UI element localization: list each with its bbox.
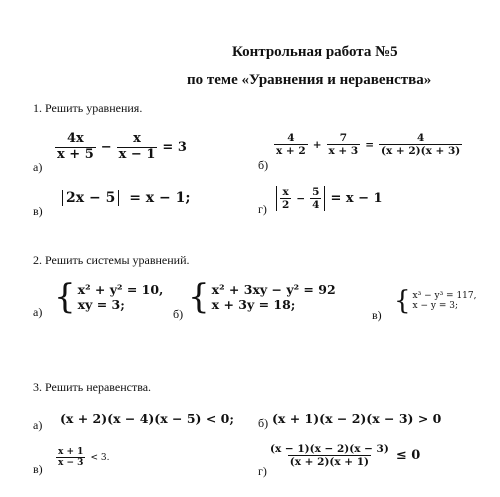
- eq1d-rhs: = x − 1: [330, 191, 383, 207]
- section1-heading: 1. Решить уравнения.: [33, 101, 143, 115]
- sys2b-brace: {: [188, 277, 210, 317]
- eq1a-label: а): [33, 160, 43, 174]
- sys2a-brace: {: [54, 277, 76, 317]
- eq1d-minus: −: [296, 192, 306, 205]
- eq1b-frac2: [327, 132, 361, 157]
- ineq3c-label: в): [33, 462, 43, 476]
- sys2b: [188, 277, 336, 317]
- eq1b-frac2-num: 7: [339, 132, 347, 144]
- eq1d-frac1-den: 2: [282, 199, 290, 212]
- ineq3d-frac: [268, 443, 391, 468]
- sys2a-line1: x² + y² = 10,: [77, 282, 164, 297]
- sys2a-line2: xy = 3;: [77, 297, 125, 312]
- ineq3d-rhs: ≤ 0: [395, 448, 421, 464]
- eq1d-abs: [276, 186, 325, 211]
- ineq3a: (x + 2)(x − 4)(x − 5) < 0;: [60, 411, 234, 426]
- eq1a-frac1: [55, 132, 96, 163]
- eq1a-frac2-num: x: [133, 131, 141, 146]
- sys2a: [54, 277, 164, 317]
- ineq3d-frac-den: (x + 2)(x + 1): [289, 456, 370, 469]
- ineq3c-frac-num: x + 1: [58, 447, 84, 457]
- eq1b-frac1-num: 4: [287, 132, 295, 144]
- eq1d-frac1-num: x: [282, 186, 289, 198]
- eq1c: [62, 190, 196, 206]
- eq1c-rhs: = x − 1;: [129, 190, 191, 206]
- eq1a: [55, 132, 192, 163]
- eq1b-eq: =: [365, 138, 374, 151]
- sys2b-lines: [212, 282, 336, 312]
- sys2a-lines: [78, 282, 164, 312]
- eq1a-minus: −: [100, 139, 112, 155]
- eq1c-abs: 2x − 5: [62, 190, 119, 206]
- section2-heading: 2. Решить системы уравнений.: [33, 253, 190, 267]
- eq1c-label: в): [33, 204, 43, 218]
- ineq3c-frac-den: x − 3: [58, 458, 84, 469]
- ineq3d-frac-num: (x − 1)(x − 2)(x − 3): [270, 443, 389, 455]
- sys2c-label: в): [372, 308, 382, 322]
- section3-heading: 3. Решить неравенства.: [33, 380, 152, 394]
- eq1d-frac2: [310, 186, 321, 211]
- ineq3b: (x + 1)(x − 2)(x − 3) > 0: [272, 411, 442, 426]
- title-line2: по теме «Уравнения и неравенства»: [187, 72, 432, 88]
- sys2c-lines: [413, 291, 477, 311]
- ineq3a-label: а): [33, 418, 43, 432]
- eq1b-frac3-den: (x + 2)(x + 3): [381, 145, 461, 158]
- eq1b-label: б): [258, 158, 269, 172]
- ineq3c-rhs: < 3.: [90, 452, 110, 463]
- eq1b-frac1-den: x + 2: [276, 145, 306, 158]
- eq1d-label: г): [258, 202, 267, 216]
- eq1a-rhs: = 3: [162, 139, 187, 155]
- sys2c: [394, 288, 477, 314]
- eq1b-plus: +: [312, 138, 322, 151]
- ineq3d: [268, 443, 425, 468]
- sys2b-line1: x² + 3xy − y² = 92: [211, 282, 336, 297]
- ineq3c: [56, 447, 114, 469]
- sys2b-label: б): [173, 307, 184, 321]
- eq1a-frac1-den: x + 5: [57, 146, 94, 162]
- eq1d-frac2-den: 4: [312, 199, 320, 212]
- sys2c-brace: {: [394, 286, 411, 316]
- eq1b: [274, 132, 462, 157]
- eq1d: [276, 186, 388, 211]
- eq1a-frac1-num: 4x: [66, 131, 84, 146]
- ineq3c-frac: [56, 447, 85, 469]
- eq1b-frac3-num: 4: [416, 132, 425, 144]
- ineq3b-label: б): [258, 416, 269, 430]
- title-line1: Контрольная работа №5: [232, 44, 398, 60]
- eq1b-frac1: [274, 132, 308, 157]
- eq1d-frac1: [280, 186, 291, 211]
- sys2b-line2: x + 3y = 18;: [211, 297, 296, 312]
- ineq3d-label: г): [258, 464, 267, 478]
- eq1b-frac3: [379, 132, 462, 157]
- eq1b-frac2-den: x + 3: [328, 145, 359, 158]
- eq1a-frac2-den: x − 1: [118, 146, 156, 162]
- sys2c-line2: x − y = 3;: [412, 301, 458, 311]
- eq1a-frac2: [117, 132, 158, 163]
- eq1d-frac2-num: 5: [312, 186, 320, 198]
- sys2a-label: а): [33, 305, 43, 319]
- sys2c-line1: x³ − y³ = 117,: [412, 291, 477, 301]
